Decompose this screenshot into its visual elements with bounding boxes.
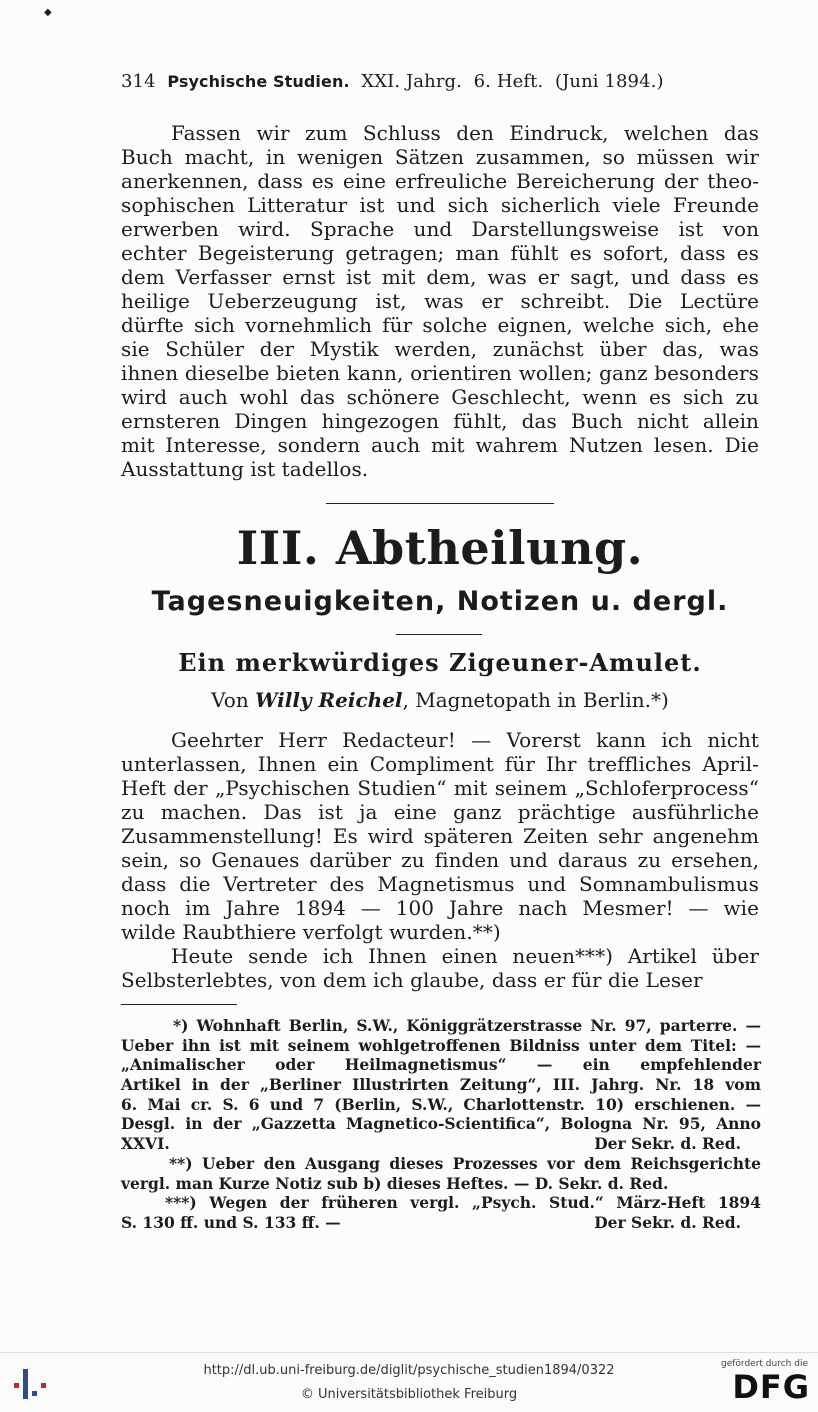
footnote-signature-2: Der Sekr. d. Red.	[594, 1212, 741, 1232]
review-paragraph-line: Buch macht, in wenigen Sätzen zusammen, so müssen wir	[121, 145, 759, 169]
footnote-signature: Der Sekr. d. Red.	[594, 1134, 741, 1154]
article-paragraph-1-line: dass die Vertreter des Magnetismus und Somnambulismus	[121, 872, 759, 896]
footnote-rule	[121, 1004, 237, 1005]
review-paragraph-line: echter Begeisterung getragen; man fühlt es sofort, dass es	[121, 241, 759, 265]
article-paragraph-1-line: unterlassen, Ihnen ein Compliment für Ihr treffliches April-	[121, 752, 759, 776]
review-paragraph-line: mit Interesse, sondern auch mit wahrem Nutzen lesen. Die	[121, 433, 759, 457]
review-paragraph-line: sie Schüler der Mystik werden, zunächst über das, was	[121, 337, 759, 361]
footnote-1-line: *) Wohnhaft Berlin, S.W., Königgrätzerstrasse Nr. 97, parterre. —	[173, 1016, 761, 1035]
footnote-1-end	[121, 1134, 761, 1154]
article-paragraph-1	[121, 728, 759, 944]
article-byline	[121, 686, 759, 714]
article-paragraph-2-line: Selbsterlebtes, von dem ich glaube, dass er für die Leser	[121, 968, 703, 992]
article-title: Ein merkwürdiges Zigeuner-Amulet.	[178, 648, 702, 677]
article-paragraph-1-line: Zusammenstellung! Es wird späteren Zeiten sehr angenehm	[121, 824, 759, 848]
article-author: Willy Reichel	[255, 688, 403, 712]
article-paragraph-1-line: zu machen. Das ist ja eine ganz prächtige ausführliche	[121, 800, 759, 824]
footnote-1-line: „Animalischer oder Heilmagnetismus“ — ein empfehlender	[121, 1055, 761, 1075]
viewer-footer	[0, 1352, 818, 1412]
byline-prefix: Von	[211, 688, 249, 712]
review-paragraph	[121, 121, 759, 481]
review-paragraph-line: ihnen dieselbe bieten kann, orientiren wollen; ganz besonders	[121, 361, 759, 385]
running-head	[121, 70, 761, 94]
dfg-tagline: gefördert durch die	[721, 1359, 808, 1369]
review-paragraph-line: Fassen wir zum Schluss den Eindruck, welchen das	[171, 121, 759, 145]
copyright-notice: © Universitätsbibliothek Freiburg	[300, 1387, 518, 1402]
volume: XXI. Jahrg.	[361, 71, 462, 92]
divider-rule	[326, 503, 554, 504]
footnote-1	[121, 1016, 761, 1134]
footnote-3-last: S. 130 ff. und S. 133 ff. —	[121, 1212, 341, 1232]
issue: 6. Heft.	[473, 71, 544, 92]
footnote-3-line-1: ***) Wegen der früheren vergl. „Psych. Stud.“ März-Heft 1894	[165, 1193, 761, 1213]
review-paragraph-line: sophischen Litteratur ist und sich sicherlich viele Freunde	[121, 193, 759, 217]
issue-date: (Juni 1894.)	[554, 71, 664, 92]
dfg-logo[interactable]: DFG	[732, 1368, 810, 1406]
permalink-url[interactable]: http://dl.ub.uni-freiburg.de/diglit/psychische_studien1894/0322	[203, 1363, 615, 1378]
scan-speck: ◆	[44, 7, 52, 18]
section-heading: III. Abtheilung.	[236, 521, 644, 575]
review-paragraph-line: heilige Ueberzeugung ist, was er schreibt. Die Lectüre	[121, 289, 759, 313]
footnote-3-end	[121, 1213, 761, 1233]
divider-rule-short	[396, 634, 482, 635]
review-paragraph-line: anerkennen, dass es eine erfreuliche Bereicherung der theo-	[121, 169, 759, 193]
article-paragraph-1-line: sein, so Genaues darüber zu finden und daraus zu ersehen,	[121, 848, 759, 872]
footnote-2-line-1: **) Ueber den Ausgang dieses Prozesses vor dem Reichsgerichte	[169, 1153, 761, 1173]
footnote-1-line: Ueber ihn ist mit seinem wohlgetroffenen Bildniss unter dem Titel: —	[121, 1035, 761, 1055]
byline-suffix: , Magnetopath in Berlin.*)	[402, 688, 669, 712]
footnote-1-last: XXVI.	[121, 1134, 170, 1154]
review-paragraph-line: wird auch wohl das schönere Geschlecht, wenn es sich zu	[121, 385, 759, 409]
review-paragraph-line: Ausstattung ist tadellos.	[121, 457, 369, 481]
journal-title: Psychische Studien.	[167, 72, 350, 91]
review-paragraph-line: ernsteren Dingen hingezogen fühlt, das Buch nicht allein	[121, 409, 759, 433]
footnotes	[121, 1016, 761, 1233]
article-paragraph-1-line: Geehrter Herr Redacteur! — Vorerst kann ich nicht	[171, 728, 759, 752]
footnote-2-line-2: vergl. man Kurze Notiz sub b) dieses Heftes. — D. Sekr. d. Red.	[121, 1173, 669, 1193]
footnote-1-line: Artikel in der „Berliner Illustrirten Zeitung“, III. Jahrg. Nr. 18 vom	[121, 1075, 761, 1095]
article-paragraph-1-line: noch im Jahre 1894 — 100 Jahre nach Mesmer! — wie	[121, 896, 759, 920]
article-paragraph-1-line: wilde Raubthiere verfolgt wurden.**)	[121, 920, 501, 944]
review-paragraph-line: dem Verfasser ernst ist mit dem, was er sagt, und dass es	[121, 265, 759, 289]
review-paragraph-line: erwerben wird. Sprache und Darstellungsweise ist von	[121, 217, 759, 241]
article-paragraph-1-line: Heft der „Psychischen Studien“ mit seinem „Schloferprocess“	[121, 776, 759, 800]
footnote-1-line: Desgl. in der „Gazzetta Magnetico-Scientifica“, Bologna Nr. 95, Anno	[121, 1114, 761, 1134]
page-number: 314	[121, 71, 156, 92]
article-paragraph-2-line: Heute sende ich Ihnen einen neuen***) Artikel über	[171, 944, 759, 968]
article-paragraph-2	[121, 944, 759, 992]
footnote-1-line: 6. Mai cr. S. 6 und 7 (Berlin, S.W., Charlottenstr. 10) erschienen. —	[121, 1094, 761, 1114]
section-subheading: Tagesneuigkeiten, Notizen u. dergl.	[151, 586, 729, 617]
review-paragraph-line: dürfte sich vornehmlich für solche eignen, welche sich, ehe	[121, 313, 759, 337]
